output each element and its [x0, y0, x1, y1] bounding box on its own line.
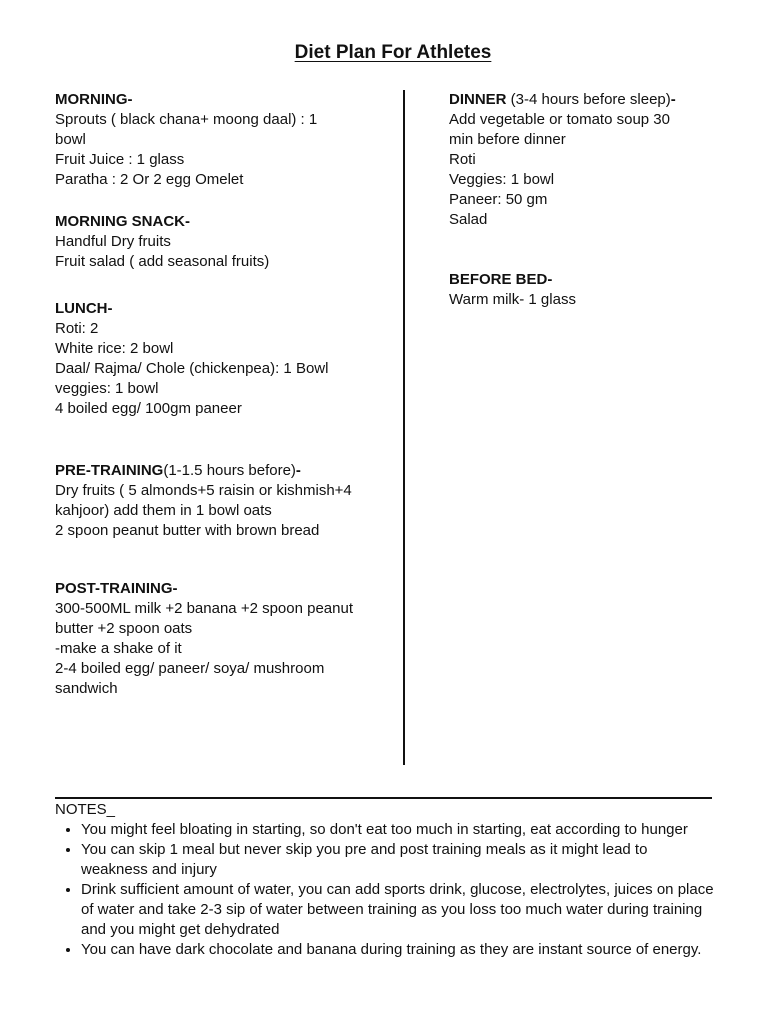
post-training-line: sandwich [55, 680, 118, 697]
dinner-section [449, 90, 719, 230]
morning-line: bowl [55, 131, 86, 148]
lunch-line: 4 boiled egg/ 100gm paneer [55, 400, 242, 417]
column-divider [403, 90, 405, 765]
note-item: • You can skip 1 meal but never skip you pre and post training meals as it might lead to weakness and injury [81, 840, 715, 880]
note-item: • You might feel bloating in starting, so don't eat too much in starting, eat according to hunger [81, 820, 715, 840]
pre-training-line: 2 spoon peanut butter with brown bread [55, 522, 320, 539]
dinner-line: Veggies: 1 bowl [449, 171, 555, 188]
notes-heading: NOTES_ [55, 801, 116, 818]
morning-snack-section [55, 212, 390, 272]
morning-line: Paratha : 2 Or 2 egg Omelet [55, 171, 244, 188]
pre-training-heading-bold: PRE-TRAINING [55, 462, 164, 479]
morning-snack-heading: MORNING SNACK- [55, 213, 190, 230]
morning-section [55, 90, 390, 190]
before-bed-section [449, 270, 719, 310]
lunch-heading: LUNCH- [55, 300, 113, 317]
dinner-line: Add vegetable or tomato soup 30 [449, 111, 670, 128]
notes-section [55, 800, 715, 960]
dinner-line: Roti [449, 151, 476, 168]
morning-line: Fruit Juice : 1 glass [55, 151, 185, 168]
notes-list [55, 820, 715, 960]
pre-training-timing: (1-1.5 hours before) [163, 462, 296, 479]
post-training-heading: POST-TRAINING- [55, 580, 178, 597]
before-bed-heading: BEFORE BED- [449, 271, 553, 288]
post-training-line: butter +2 spoon oats [55, 620, 193, 637]
dinner-line: Paneer: 50 gm [449, 191, 548, 208]
morning-snack-line: Handful Dry fruits [55, 233, 171, 250]
left-column [55, 90, 390, 699]
right-column [449, 90, 719, 310]
dinner-timing: (3-4 hours before sleep) [506, 91, 671, 108]
dinner-heading-bold: DINNER [449, 91, 507, 108]
lunch-line: Roti: 2 [55, 320, 99, 337]
lunch-line: Daal/ Rajma/ Chole (chickenpea): 1 Bowl [55, 360, 329, 377]
pre-training-line: kahjoor) add them in 1 bowl oats [55, 502, 272, 519]
post-training-line: -make a shake of it [55, 640, 182, 657]
dinner-heading [449, 90, 719, 110]
post-training-line: 2-4 boiled egg/ paneer/ soya/ mushroom [55, 660, 325, 677]
post-training-line: 300-500ML milk +2 banana +2 spoon peanut [55, 600, 354, 617]
pre-training-heading-tail: - [295, 462, 301, 479]
note-item: • Drink sufficient amount of water, you can add sports drink, glucose, electrolytes, juices on place of water and take 2-3 sip of water between training as you loss too much water during training and you might get dehydrated [81, 880, 715, 940]
pre-training-heading [55, 461, 390, 481]
lunch-line: veggies: 1 bowl [55, 380, 159, 397]
lunch-section [55, 299, 390, 419]
dinner-heading-tail: - [670, 91, 676, 108]
note-item: • You can have dark chocolate and banana during training as they are instant source of energy. [81, 940, 715, 960]
morning-heading: MORNING- [55, 91, 133, 108]
morning-snack-line: Fruit salad ( add seasonal fruits) [55, 253, 270, 270]
pre-training-section [55, 461, 390, 541]
dinner-line: Salad [449, 211, 488, 228]
pre-training-line: Dry fruits ( 5 almonds+5 raisin or kishmish+4 [55, 482, 352, 499]
morning-line: Sprouts ( black chana+ moong daal) : 1 [55, 111, 318, 128]
page-title: Diet Plan For Athletes [294, 42, 492, 63]
before-bed-line: Warm milk- 1 glass [449, 291, 576, 308]
post-training-section [55, 579, 390, 699]
dinner-line: min before dinner [449, 131, 566, 148]
lunch-line: White rice: 2 bowl [55, 340, 174, 357]
notes-divider [55, 797, 712, 799]
